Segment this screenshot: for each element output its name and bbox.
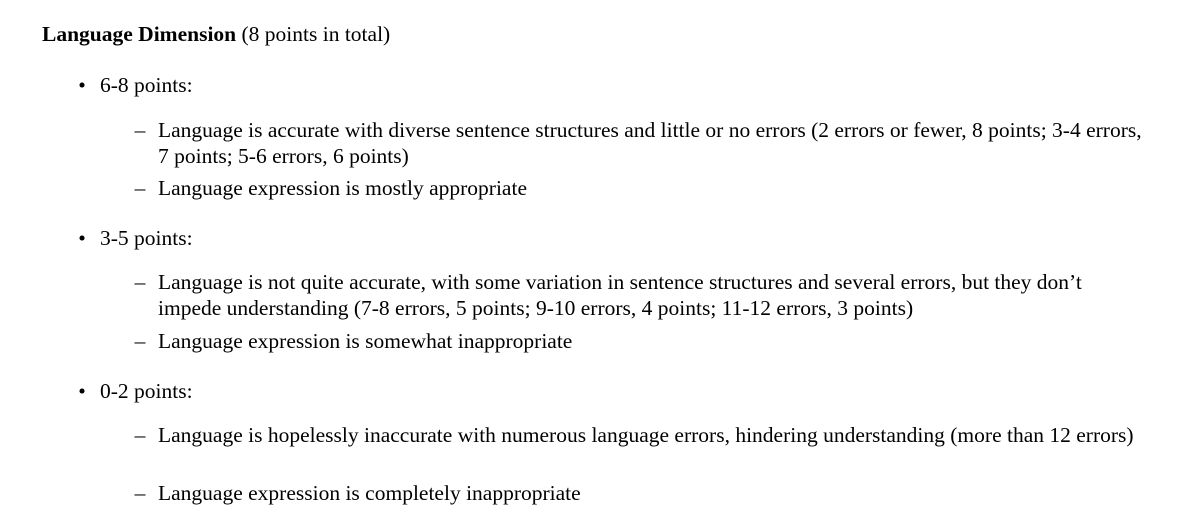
score-range-label: 0-2 points: xyxy=(100,379,193,403)
page-title xyxy=(42,21,390,47)
bullet-icon: • xyxy=(78,226,86,250)
title-bold: Language Dimension xyxy=(42,22,237,46)
criterion-text: Language expression is mostly appropriate xyxy=(158,176,527,200)
dash-icon: – xyxy=(134,118,146,142)
bullet-icon: • xyxy=(78,379,86,403)
criterion-text: Language expression is somewhat inappropriate xyxy=(158,329,573,353)
dash-icon: – xyxy=(134,176,146,200)
dash-icon: – xyxy=(134,423,146,447)
title-rest: (8 points in total) xyxy=(236,22,391,46)
criterion-text: Language is hopelessly inaccurate with numerous language errors, hindering understanding (more than 12 errors) xyxy=(158,423,1134,447)
criterion-text: Language expression is completely inappropriate xyxy=(158,481,581,505)
dash-icon: – xyxy=(134,481,146,505)
criterion-text: Language is not quite accurate, with some variation in sentence structures and several errors, but they don’t impede understanding (7-8 errors, 5 points; 9-10 errors, 4 points; 11-12 errors, 3 points) xyxy=(158,270,1082,320)
score-range-label: 3-5 points: xyxy=(100,226,193,250)
dash-icon: – xyxy=(134,270,146,294)
bullet-icon: • xyxy=(78,73,86,97)
score-range-label: 6-8 points: xyxy=(100,73,193,97)
criterion-text: Language is accurate with diverse sentence structures and little or no errors (2 errors or fewer, 8 points; 3-4 errors, 7 points; 5-6 errors, 6 points) xyxy=(158,118,1142,168)
dash-icon: – xyxy=(134,329,146,353)
